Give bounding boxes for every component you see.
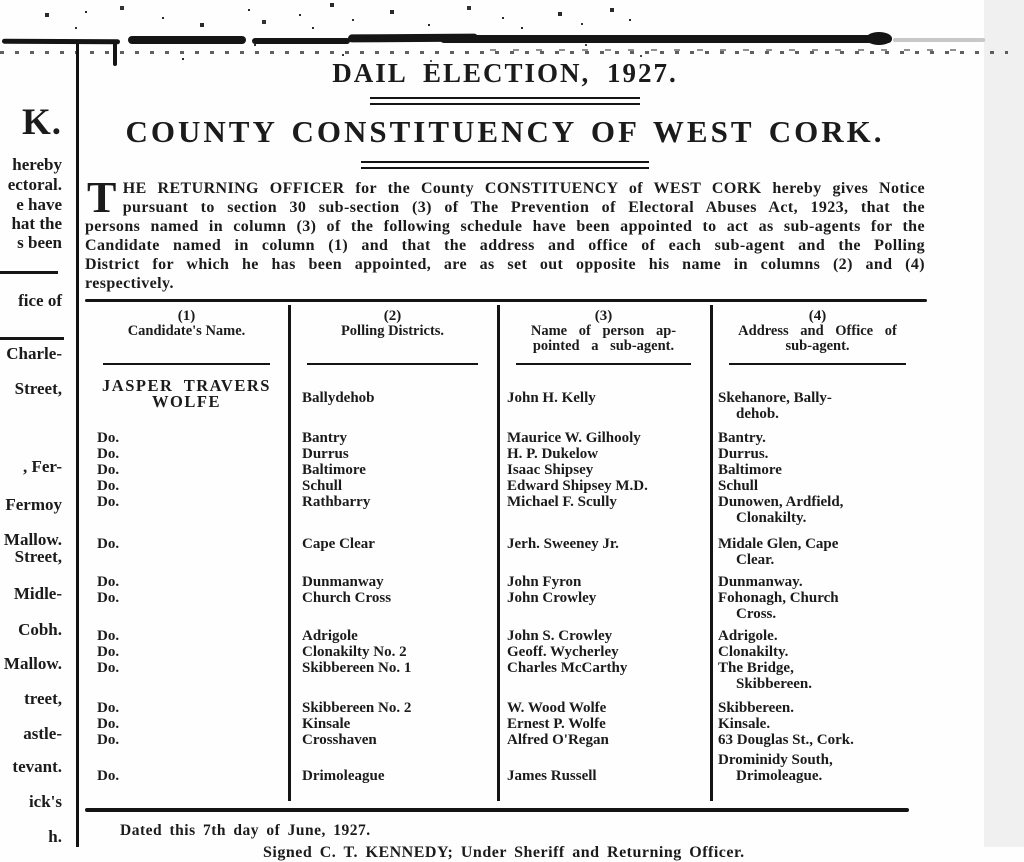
cell-address: Bantry. [718, 430, 766, 446]
margin-fragment: , Fer- [22, 457, 62, 476]
table-row [85, 716, 925, 732]
cell-candidate-name: Do. [97, 716, 120, 732]
article [85, 0, 925, 862]
cell-candidate-name: Do. [97, 700, 120, 716]
cell-sub-agent: John Crowley [507, 590, 597, 606]
header-cell-agent [497, 302, 710, 368]
column-label: Address and Office of [738, 323, 897, 339]
header-underline [729, 363, 905, 366]
double-rule [370, 97, 640, 105]
cell-candidate-name: JASPER TRAVERS WOLFE [102, 376, 271, 411]
cell-address: Skehanore, Bally- dehob. [718, 390, 832, 422]
headline-secondary: COUNTY CONSTITUENCY OF WEST CORK. [125, 114, 885, 149]
margin-rule [0, 271, 58, 274]
column-number: (1) [177, 308, 196, 324]
column-label: pointed a sub-agent. [532, 338, 675, 354]
margin-fragment: Fermoy [5, 495, 62, 514]
table-row [85, 752, 925, 800]
cell-address: Kinsale. [718, 716, 771, 732]
header-cell-district [288, 302, 497, 368]
cell-polling-district: Drimoleague [302, 768, 385, 784]
cell-candidate-name: Do. [97, 628, 120, 644]
cell-polling-district: Cape Clear [302, 536, 375, 552]
cell-polling-district: Ballydehob [302, 390, 375, 406]
column-number: (3) [594, 308, 613, 324]
margin-fragment: ick's [28, 792, 62, 811]
margin-fragment: fice of [18, 291, 62, 310]
cell-candidate-name: Do. [97, 446, 120, 462]
header-cell-address [710, 302, 925, 368]
table-row [85, 660, 925, 692]
cell-address: Durrus. [718, 446, 769, 462]
column-label: sub-agent. [785, 338, 850, 354]
margin-fragment: Midle- [13, 584, 62, 603]
table-row [85, 590, 925, 622]
table-row [85, 574, 925, 590]
cell-sub-agent: Edward Shipsey M.D. [507, 478, 648, 494]
table-row [85, 700, 925, 716]
margin-fragment: s been [17, 233, 62, 252]
column-number: (2) [383, 308, 402, 324]
cell-polling-district: Clonakilty No. 2 [302, 644, 407, 660]
column-label: Polling Districts. [340, 323, 445, 339]
table-row [85, 446, 925, 462]
cell-sub-agent: H. P. Dukelow [507, 446, 599, 462]
cell-address: Adrigole. [718, 628, 778, 644]
cell-sub-agent: Jerh. Sweeney Jr. [507, 536, 619, 552]
cell-polling-district: Baltimore [302, 462, 366, 478]
column-number: (4) [808, 308, 827, 324]
cell-candidate-name: Do. [97, 536, 120, 552]
cell-sub-agent: Alfred O'Regan [507, 732, 609, 748]
headline-primary: DAIL ELECTION, 1927. [332, 58, 678, 88]
margin-fragment: ectoral. [7, 175, 62, 194]
column-label: Name of person ap- [530, 323, 677, 339]
column-divider-rule [76, 44, 79, 847]
cell-candidate-name: Do. [97, 768, 120, 784]
double-rule [361, 161, 649, 169]
table-header [85, 302, 925, 368]
cell-candidate-name: Do. [97, 590, 120, 606]
cell-sub-agent: Maurice W. Gilhooly [507, 430, 641, 446]
table-row [85, 374, 925, 422]
cell-candidate-name: Do. [97, 430, 120, 446]
table-row [85, 494, 925, 526]
table-row [85, 644, 925, 660]
cell-polling-district: Crosshaven [302, 732, 377, 748]
table-row [85, 628, 925, 644]
cell-address: Dunmanway. [718, 574, 803, 590]
margin-fragment: hereby [12, 155, 62, 174]
margin-rule [0, 337, 64, 340]
margin-fragment: Charle- [6, 344, 62, 363]
cell-sub-agent: Isaac Shipsey [507, 462, 594, 478]
cell-candidate-name: Do. [97, 478, 120, 494]
margin-fragment: Mallow. [3, 654, 62, 673]
cell-polling-district: Skibbereen No. 1 [302, 660, 412, 676]
margin-fragment: h. [48, 827, 62, 846]
table-row [85, 732, 925, 748]
margin-fragment: K. [21, 102, 62, 143]
cell-polling-district: Bantry [302, 430, 347, 446]
cell-polling-district: Kinsale [302, 716, 351, 732]
table-row [85, 430, 925, 446]
cell-candidate-name: Do. [97, 660, 120, 676]
cell-candidate-name: Do. [97, 644, 120, 660]
notice-text: HE RETURNING OFFICER for the County CONSTITUENCY of WEST CORK hereby gives Notice pursuant to section 30 sub-section (3) of The Prevention of Electoral Abuses Act, 1923, that the persons named in column (3) of the following schedule have been appointed to act as sub-agents for the Candidate named in column (1) and that the address and office of each sub-agent and the Polling District for which he has been appointed, are as set out opposite his name in columns (2) and (4) respectively. [85, 180, 925, 292]
cell-sub-agent: W. Wood Wolfe [507, 700, 607, 716]
cell-address: The Bridge, Skibbereen. [718, 660, 812, 692]
drop-cap: T [87, 173, 117, 222]
cell-polling-district: Schull [302, 478, 343, 494]
cell-address: Fohonagh, Church Cross. [718, 590, 839, 622]
table-row [85, 462, 925, 478]
cell-address: Skibbereen. [718, 700, 794, 716]
cell-address: Clonakilty. [718, 644, 789, 660]
cell-candidate-name: Do. [97, 494, 120, 510]
schedule-table [85, 299, 925, 804]
cell-sub-agent: James Russell [507, 768, 597, 784]
header-underline [103, 363, 269, 366]
cell-address: Midale Glen, Cape Clear. [718, 536, 839, 568]
header-underline [516, 363, 691, 366]
cell-address: Drominidy South, Drimoleague. [718, 752, 833, 784]
margin-fragment: treet, [24, 689, 62, 708]
column-label: Candidate's Name. [127, 323, 246, 339]
table-row [85, 478, 925, 494]
margin-fragment: hat the [11, 214, 62, 233]
cell-sub-agent: Geoff. Wycherley [507, 644, 619, 660]
notice-paragraph [85, 173, 925, 293]
margin-fragment: Cobh. [18, 620, 62, 639]
cell-sub-agent: Michael F. Scully [507, 494, 617, 510]
table-body [85, 368, 925, 804]
cell-polling-district: Dunmanway [302, 574, 384, 590]
cell-sub-agent: Charles McCarthy [507, 660, 628, 676]
cell-sub-agent: John H. Kelly [507, 390, 596, 406]
cell-polling-district: Skibbereen No. 2 [302, 700, 412, 716]
cell-candidate-name: Do. [97, 574, 120, 590]
cell-candidate-name: Do. [97, 462, 120, 478]
header-cell-candidate [85, 302, 288, 368]
cell-sub-agent: John S. Crowley [507, 628, 613, 644]
cell-address: Schull [718, 478, 759, 494]
margin-fragment: astle- [23, 724, 62, 743]
cell-sub-agent: Ernest P. Wolfe [507, 716, 606, 732]
dated-line: Dated this 7th day of June, 1927. [120, 822, 371, 839]
cell-polling-district: Church Cross [302, 590, 392, 606]
cell-candidate-name: Do. [97, 732, 120, 748]
margin-fragment: Mallow. [3, 530, 62, 549]
cell-address: Baltimore [718, 462, 782, 478]
cell-address: Dunowen, Ardfield, Clonakilty. [718, 494, 844, 526]
scan-background-strip [984, 0, 1024, 847]
cell-polling-district: Durrus [302, 446, 349, 462]
table-bottom-rule [85, 808, 909, 812]
column-separator [710, 305, 713, 801]
table-row [85, 536, 925, 568]
cell-polling-district: Adrigole [302, 628, 358, 644]
cell-polling-district: Rathbarry [302, 494, 371, 510]
column-separator [288, 305, 291, 801]
margin-fragment: tevant. [12, 757, 62, 776]
signed-line: Signed C. T. KENNEDY; Under Sheriff and Returning Officer. [263, 844, 745, 861]
header-underline [307, 363, 478, 366]
cell-sub-agent: John Fyron [507, 574, 582, 590]
margin-fragment: Street, [14, 379, 62, 398]
column-separator [497, 305, 500, 801]
margin-fragment: Street, [14, 547, 62, 566]
cell-address: 63 Douglas St., Cork. [718, 732, 854, 748]
margin-column [0, 0, 70, 847]
margin-fragment: e have [16, 195, 62, 214]
